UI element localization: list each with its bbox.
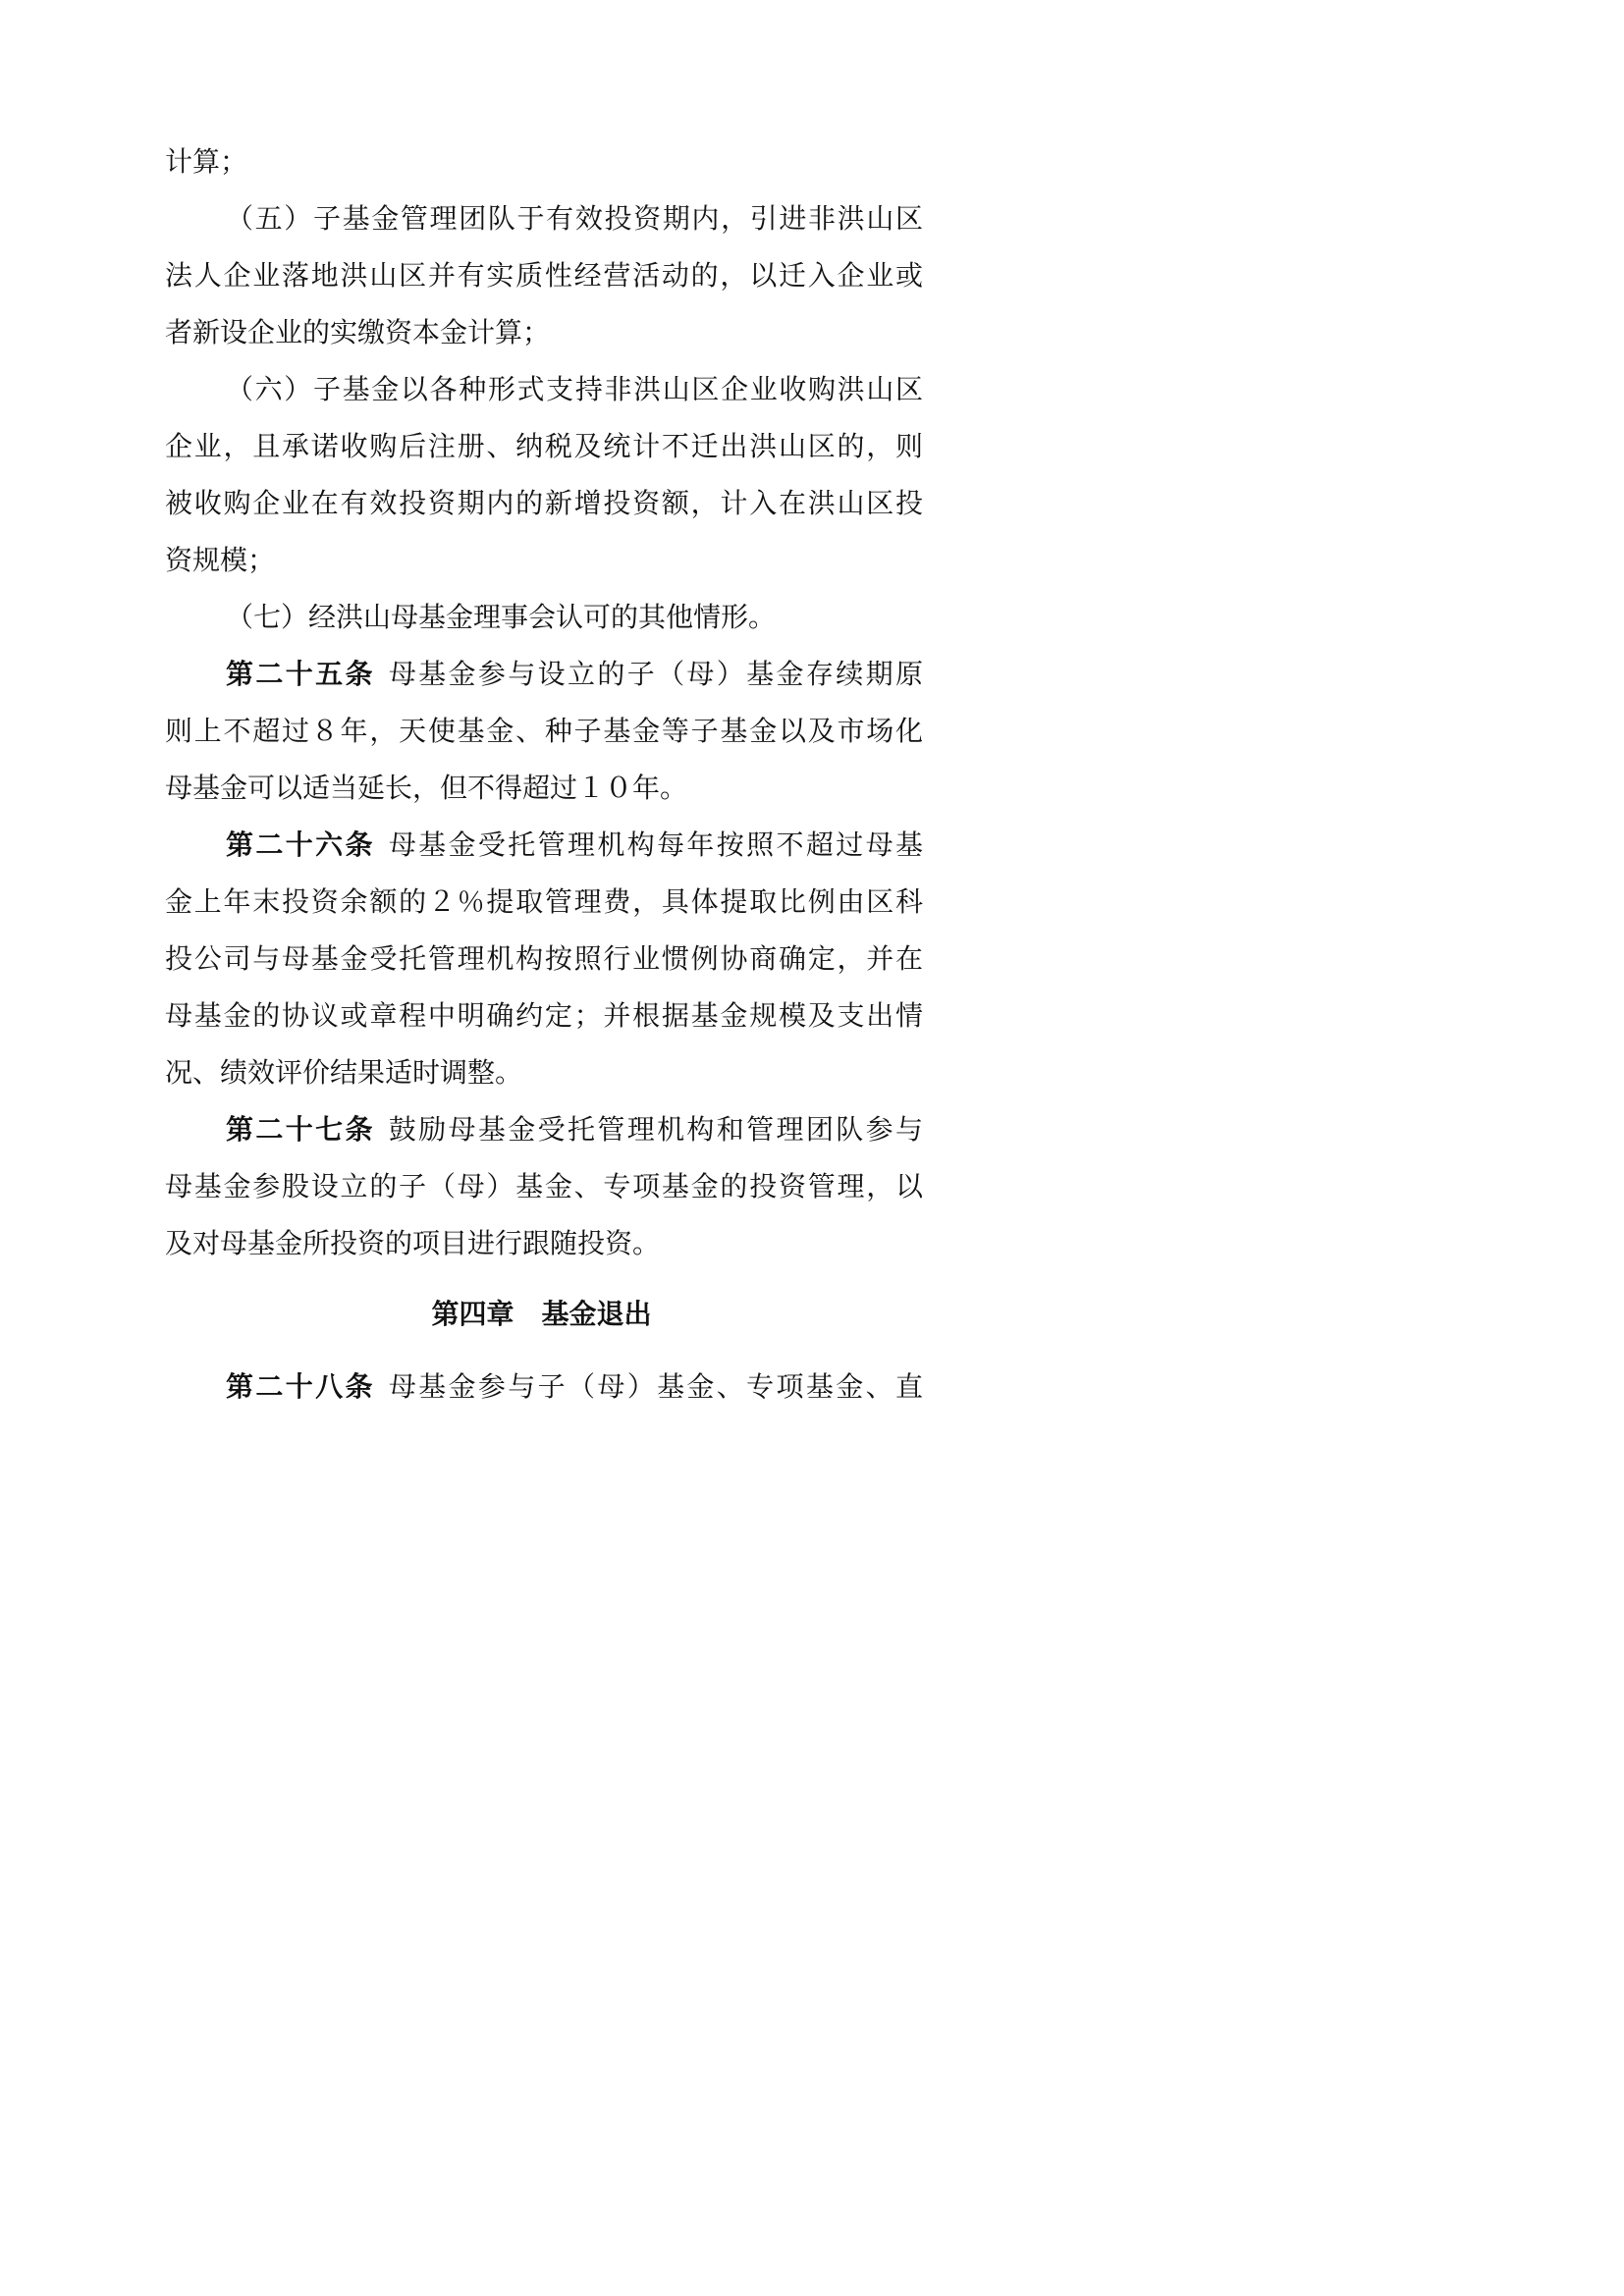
paragraph-line: （五）子基金管理团队于有效投资期内，引进非洪山区 xyxy=(226,202,923,235)
article-heading: 第二十五条 xyxy=(226,658,375,690)
article-heading: 第二十八条 xyxy=(226,1370,375,1403)
paragraph-line: 投公司与母基金受托管理机构按照行业惯例协商确定，并在 xyxy=(165,942,923,975)
paragraph-line: （六）子基金以各种形式支持非洪山区企业收购洪山区 xyxy=(226,373,923,405)
paragraph-line: 法人企业落地洪山区并有实质性经营活动的，以迁入企业或 xyxy=(165,259,923,292)
article-text: 鼓励母基金受托管理机构和管理团队参与 xyxy=(388,1113,923,1146)
paragraph-line: （七）经洪山母基金理事会认可的其他情形。 xyxy=(226,601,777,633)
article-25-line xyxy=(226,655,923,694)
paragraph-line: 及对母基金所投资的项目进行跟随投资。 xyxy=(165,1227,661,1259)
paragraph-line: 母基金参股设立的子（母）基金、专项基金的投资管理，以 xyxy=(165,1170,923,1202)
paragraph-line: 被收购企业在有效投资期内的新增投资额，计入在洪山区投 xyxy=(165,487,923,519)
article-text: 母基金参与设立的子（母）基金存续期原 xyxy=(388,658,923,690)
paragraph-line: 企业，且承诺收购后注册、纳税及统计不迁出洪山区的，则 xyxy=(165,430,923,462)
paragraph-line: 者新设企业的实缴资本金计算； xyxy=(165,316,551,348)
article-heading: 第二十七条 xyxy=(226,1113,375,1146)
article-heading: 第二十六条 xyxy=(226,828,375,861)
paragraph-line: 母基金可以适当延长，但不得超过１０年。 xyxy=(165,772,688,804)
article-text: 母基金参与子（母）基金、专项基金、直 xyxy=(388,1370,923,1403)
article-27-line xyxy=(226,1110,923,1149)
paragraph-line: 则上不超过８年，天使基金、种子基金等子基金以及市场化 xyxy=(165,715,923,747)
paragraph-line: 况、绩效评价结果适时调整。 xyxy=(165,1056,523,1089)
article-28-line xyxy=(226,1367,923,1407)
chapter-heading: 第四章 基金退出 xyxy=(431,1298,652,1330)
paragraph-line: 母基金的协议或章程中明确约定；并根据基金规模及支出情 xyxy=(165,999,923,1032)
article-text: 母基金受托管理机构每年按照不超过母基 xyxy=(388,828,923,861)
paragraph-line: 资规模； xyxy=(165,544,276,576)
article-26-line xyxy=(226,826,923,865)
paragraph-line: 金上年末投资余额的２％提取管理费，具体提取比例由区科 xyxy=(165,885,923,918)
paragraph-line: 计算； xyxy=(165,145,248,178)
document-page xyxy=(0,0,1083,1531)
